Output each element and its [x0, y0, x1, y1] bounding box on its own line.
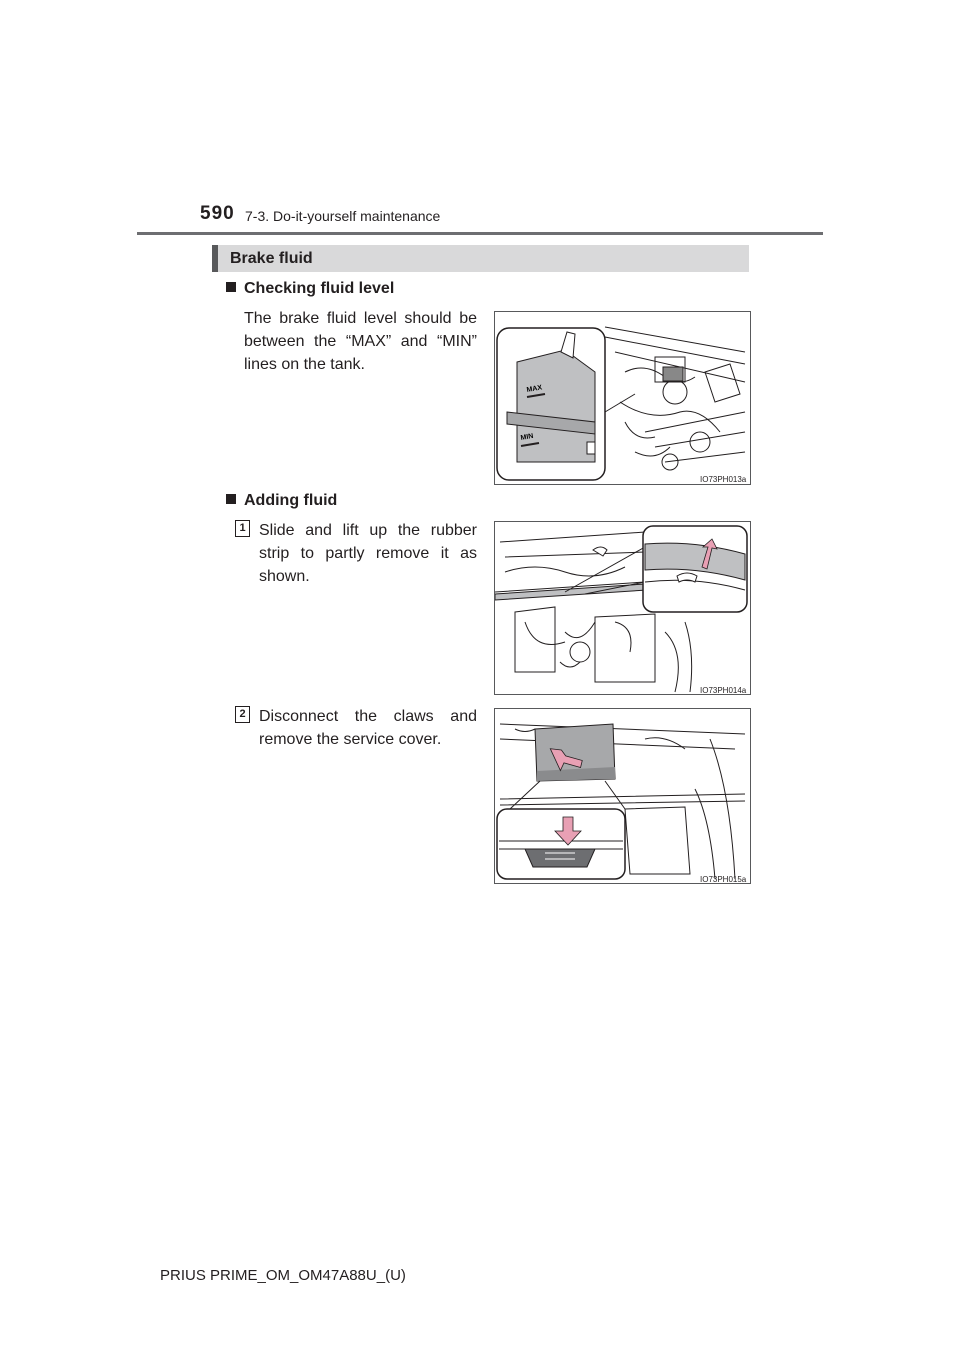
- page-number: 590: [200, 203, 235, 224]
- step-2-text: Disconnect the claws and remove the service cover.: [259, 708, 477, 748]
- figure-fluid-level: [494, 311, 751, 485]
- figure-code-2: IO73PH014a: [700, 686, 747, 695]
- reservoir-illustration: [495, 312, 750, 484]
- figure-service-cover: [494, 708, 751, 884]
- subheading-checking-label: Checking fluid level: [244, 280, 395, 297]
- checking-text: The brake fluid level should be between the “MAX” and “MIN” lines on the tank.: [244, 310, 477, 373]
- service-cover-illustration: [495, 709, 750, 883]
- step-badge-2: 2: [235, 706, 250, 723]
- square-bullet-icon: [226, 282, 236, 292]
- figure-code-3: IO73PH015a: [700, 875, 747, 884]
- header-rule: [137, 232, 823, 235]
- footer-manual-code: PRIUS PRIME_OM_OM47A88U_(U): [160, 1267, 406, 1284]
- subheading-adding-label: Adding fluid: [244, 492, 338, 509]
- rubber-strip-illustration: [495, 522, 750, 694]
- section-heading: Brake fluid: [230, 250, 313, 267]
- figure-code-1: IO73PH013a: [700, 475, 747, 484]
- section-title: 7-3. Do-it-yourself maintenance: [245, 208, 441, 224]
- min-line-label: MIN: [520, 432, 534, 442]
- step-badge-1: 1: [235, 520, 250, 537]
- max-line-label: MAX: [526, 384, 543, 394]
- figure-rubber-strip: [494, 521, 751, 695]
- subheading-adding: [226, 492, 337, 510]
- section-heading-bar: [212, 245, 749, 272]
- subheading-checking: [226, 280, 394, 298]
- square-bullet-icon: [226, 494, 236, 504]
- step-1-text: Slide and lift up the rubber strip to partly remove it as shown.: [259, 522, 477, 585]
